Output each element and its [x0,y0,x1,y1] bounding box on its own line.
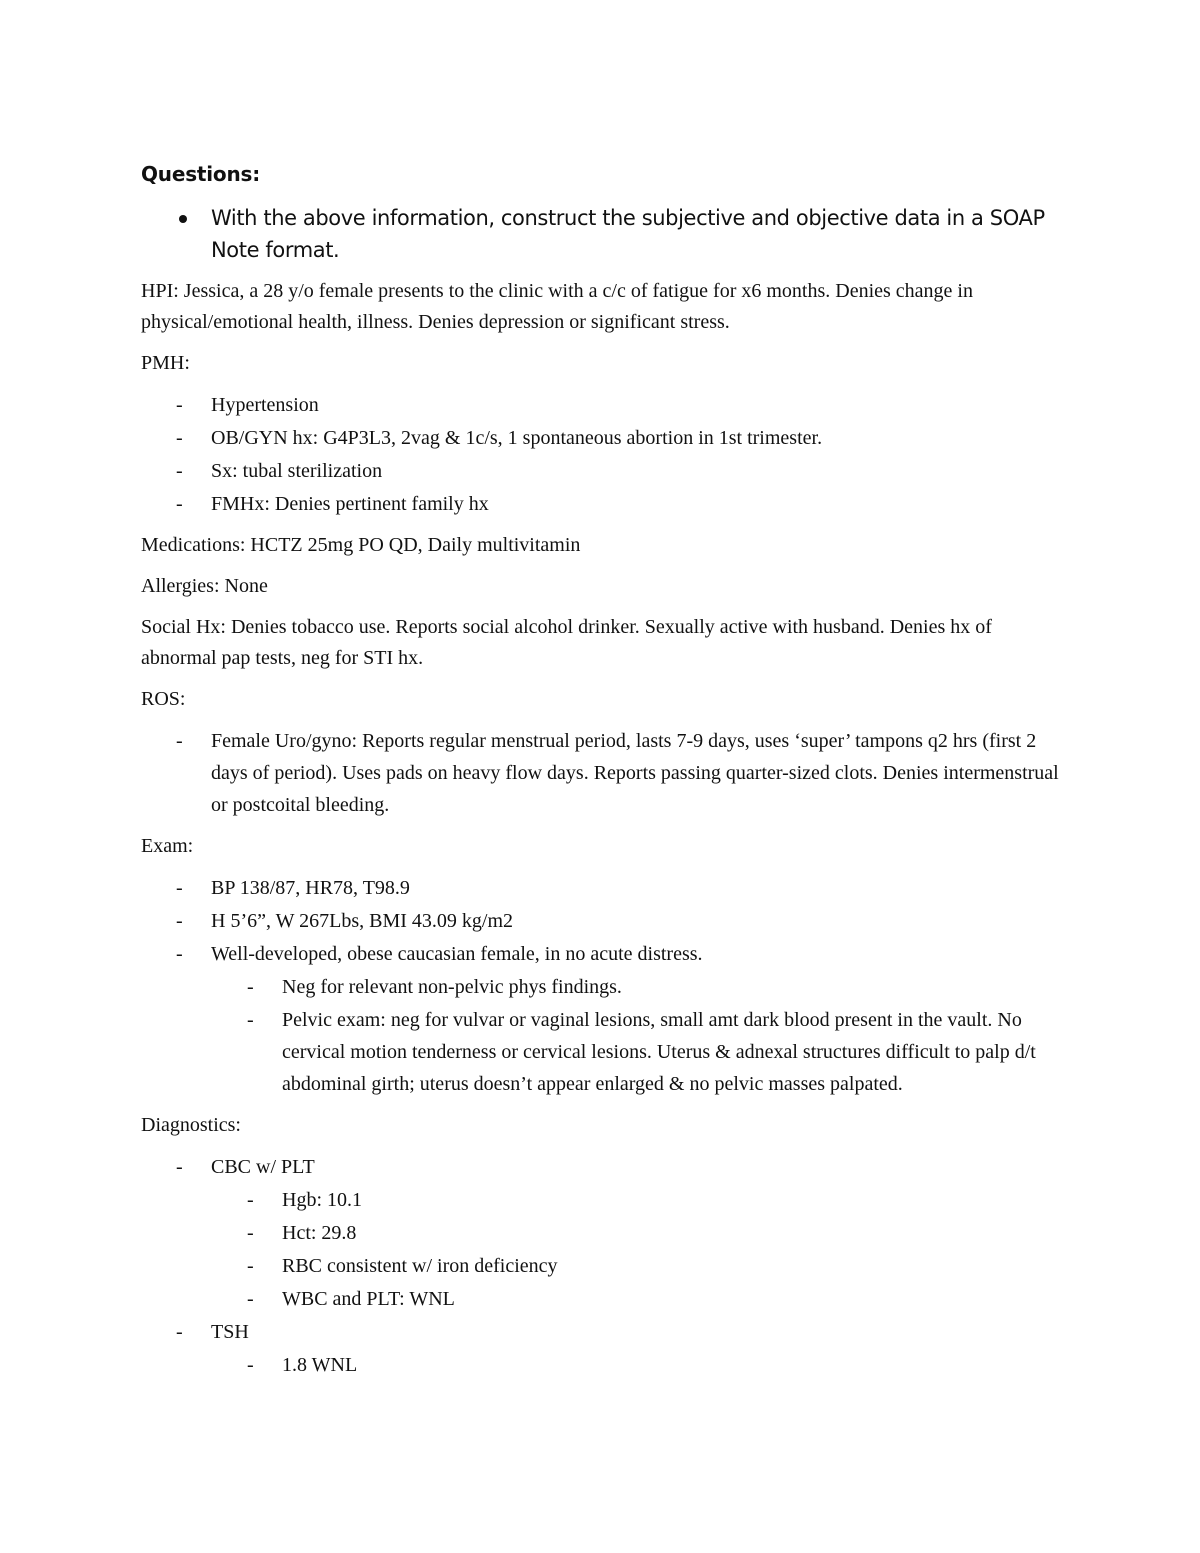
list-item [141,905,1061,937]
dash-marker: - [176,877,183,899]
pmh-item-text: Sx: tubal sterilization [211,460,383,482]
dash-marker: - [176,394,183,416]
list-subitem [141,1283,1061,1315]
dash-marker: - [176,943,183,965]
dash-marker: - [247,1222,254,1244]
exam-label: Exam: [141,835,194,857]
dash-marker: - [176,493,183,515]
exam-item-text: BP 138/87, HR78, T98.9 [211,877,410,899]
list-item [141,938,1061,970]
exam-subitem-text: Neg for relevant non-pelvic phys findings. [282,976,622,998]
list-subitem [141,1004,1061,1100]
pmh-item-text: OB/GYN hx: G4P3L3, 2vag & 1c/s, 1 spontaneous abortion in 1st trimester. [211,427,823,449]
dash-marker: - [176,1156,183,1178]
questions-heading: Questions: [141,162,261,186]
dash-marker: - [247,976,254,998]
question-text: With the above information, construct the subjective and objective data in a SOAP Note format. [211,206,1045,262]
cbc-result-text: RBC consistent w/ iron deficiency [282,1255,558,1277]
list-item [141,872,1061,904]
dash-marker: - [247,1009,254,1031]
tsh-result-text: 1.8 WNL [282,1354,358,1376]
list-item [141,422,1061,454]
ros-item-text: Female Uro/gyno: Reports regular menstrual period, lasts 7-9 days, uses ‘super’ tampons q2 hrs (first 2 days of period). Uses pads on heavy flow days. Reports passing quarter-sized clots. Denies intermenstrual or postcoital bleeding. [211,730,1059,816]
list-item [141,1151,1061,1183]
list-item [141,455,1061,487]
list-subitem [141,1349,1061,1381]
medications-line: Medications: HCTZ 25mg PO QD, Daily multivitamin [141,534,581,556]
diagnostics-list [141,1151,1061,1381]
document-content [141,158,1061,1391]
cbc-result-text: WBC and PLT: WNL [282,1288,455,1310]
dash-marker: - [247,1288,254,1310]
bullet-icon [179,215,187,223]
cbc-text: CBC w/ PLT [211,1156,315,1178]
question-bullet [141,202,1061,266]
list-item [141,488,1061,520]
pmh-label: PMH: [141,352,190,374]
tsh-text: TSH [211,1321,249,1343]
list-item [141,1316,1061,1348]
cbc-result-text: Hgb: 10.1 [282,1189,362,1211]
diagnostics-label: Diagnostics: [141,1114,241,1136]
dash-marker: - [247,1354,254,1376]
exam-item-text: H 5’6”, W 267Lbs, BMI 43.09 kg/m2 [211,910,514,932]
exam-list [141,872,1061,1100]
list-subitem [141,971,1061,1003]
ros-list [141,725,1061,821]
hpi-paragraph: HPI: Jessica, a 28 y/o female presents to the clinic with a c/c of fatigue for x6 months. Denies change in physical/emotional health, illness. Denies depression or significant stress. [141,280,973,333]
dash-marker: - [176,910,183,932]
exam-item-text: Well-developed, obese caucasian female, in no acute distress. [211,943,703,965]
list-subitem [141,1217,1061,1249]
pmh-item-text: FMHx: Denies pertinent family hx [211,493,489,515]
exam-subitem-text: Pelvic exam: neg for vulvar or vaginal lesions, small amt dark blood present in the vault. No cervical motion tenderness or cervical lesions. Uterus & adnexal structures difficult to palp d/t abdominal girth; uterus doesn’t appear enlarged & no pelvic masses palpated. [282,1009,1036,1095]
list-subitem [141,1250,1061,1282]
ros-label: ROS: [141,688,186,710]
list-subitem [141,1184,1061,1216]
pmh-item-text: Hypertension [211,394,319,416]
dash-marker: - [176,1321,183,1343]
list-item [141,725,1061,821]
dash-marker: - [247,1255,254,1277]
dash-marker: - [176,730,183,752]
dash-marker: - [176,427,183,449]
social-history-paragraph: Social Hx: Denies tobacco use. Reports social alcohol drinker. Sexually active with husband. Denies hx of abnormal pap tests, neg for STI hx. [141,616,992,669]
dash-marker: - [247,1189,254,1211]
pmh-list [141,389,1061,520]
dash-marker: - [176,460,183,482]
cbc-result-text: Hct: 29.8 [282,1222,357,1244]
list-item [141,389,1061,421]
allergies-line: Allergies: None [141,575,268,597]
